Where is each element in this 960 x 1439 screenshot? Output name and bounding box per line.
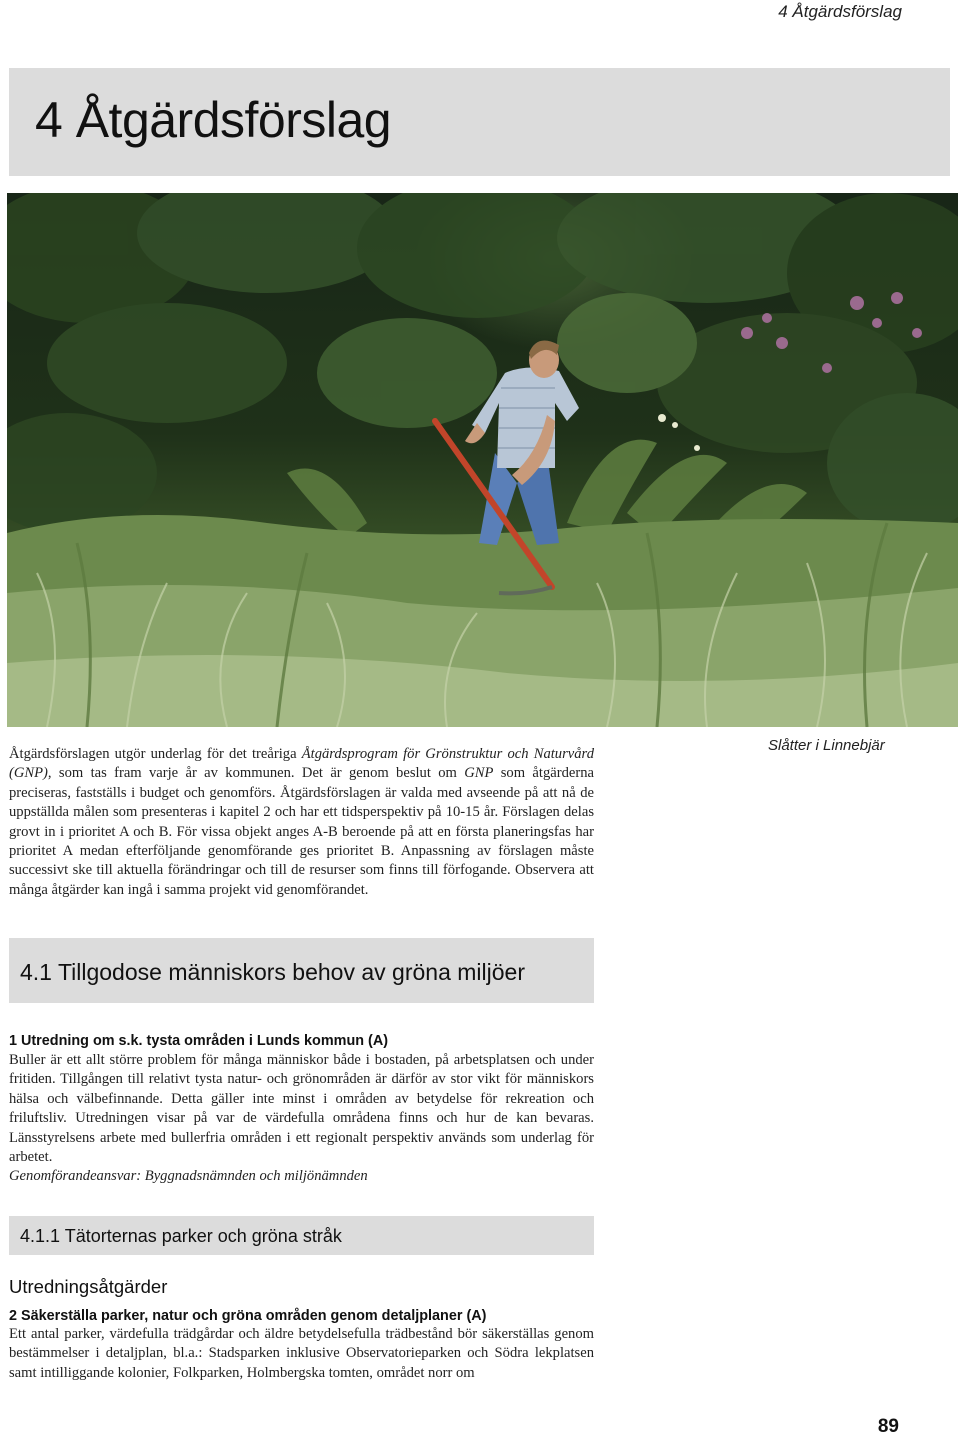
item-2-body: Ett antal parker, värdefulla trädgårdar och äldre betydelsefulla trädbestånd bör säkerställas genom bestämmelser i detaljplan, bl.a.: Stadsparken inklusive Observatorieparken och Södra lekplatsen samt intilliggande kolonier, Folkparken, Holmbergska tomten, området norr om <box>9 1326 594 1381</box>
section-4-1-1-title: 4.1.1 Tätorternas parker och gröna stråk <box>20 1226 342 1246</box>
item-1-responsible: Genomförandeansvar: Byggnadsnämnden och miljönämnden <box>9 1168 368 1185</box>
section-4-1-band <box>9 938 594 1003</box>
gnp-abbreviation: GNP <box>464 765 494 782</box>
running-header: 4 Åtgärdsförslag <box>778 2 902 21</box>
page-number: 89 <box>877 1416 899 1437</box>
photo-scything-meadow <box>7 193 958 727</box>
section-4-1-title: 4.1 Tillgodose människors behov av gröna miljöer <box>20 959 525 985</box>
intro-paragraph: Åtgärdsförslagen utgör underlag för det treåriga Åtgärdsprogram för Grönstruktur och Naturvård (GNP), som tas fram varje år av kommunen. Det är genom beslut om GNP som åtgärderna preciseras, fastställs i budget och genomförs. Åtgärdsförslagen är valda med avseende på att nå de uppställda målen som presenteras i kapitel 2 och har ett tidsperspektiv på 10-15 år. Förslagen delas grovt in i prioritet A och B. För vissa objekt anges A-B beroende på att en första planeringsfas har prioritet A medan efterföljande genomförande ges prioritet B. Anpassning av förslagen måste successivt ske till aktuella förändringar och till de resurser som finns till förfogande. Observera att många åtgärder kan ingå i samma projekt vid genomförandet. <box>9 746 594 898</box>
item-1-body: Buller är ett allt större problem för många människor både i bostaden, på arbetsplatsen och under fritiden. Tillgången till relativt tysta natur- och grönområden är därför av stor vikt för människors hälsa och välbefinnande. Detta gäller inte minst i områden av betydelse för rekreation och friluftsliv. Utredningen visar på var de värdefulla områdena finns och hur de kan bevaras. Länsstyrelsens arbete med bullerfria områden i ett regionalt perspektiv används som underlag för arbetet. Genomförandeansvar: Byggnadsnämnden och miljönämnden <box>9 1052 594 1185</box>
photo-caption: Slåtter i Linnebjär <box>768 737 885 754</box>
item-1-title: 1 Utredning om s.k. tysta områden i Lunds kommun (A) <box>9 1033 388 1049</box>
item-2-title: 2 Säkerställa parker, natur och gröna områden genom detaljplaner (A) <box>9 1308 487 1324</box>
chapter-title-band <box>9 68 950 176</box>
photo-illustration <box>7 193 958 727</box>
section-4-1-1-band <box>9 1216 594 1255</box>
chapter-title: 4 Åtgärdsförslag <box>35 92 392 148</box>
program-name: Åtgärdsprogram för Grönstruktur och Naturvård (GNP) <box>9 746 594 782</box>
measures-heading: Utredningsåtgärder <box>9 1276 168 1297</box>
meadow-grass <box>7 515 958 727</box>
